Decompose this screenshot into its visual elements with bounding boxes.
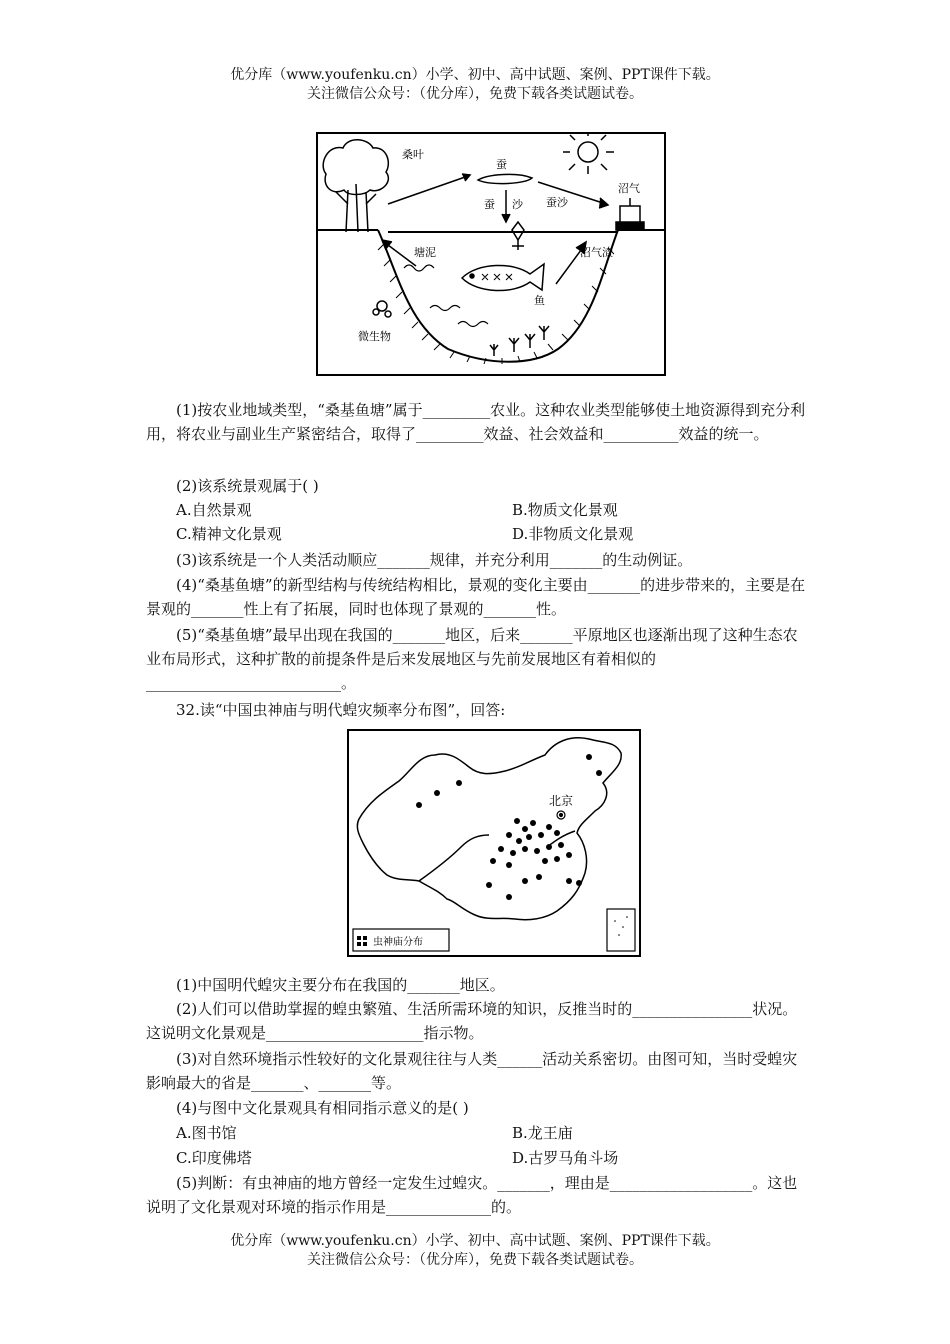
temple-markers xyxy=(416,754,602,900)
mulberry-fishpond-diagram xyxy=(316,132,666,376)
q31-part4: (4)“桑基鱼塘”的新型结构与传统结构相比，景观的变化主要由_______的进步带来的，主要是在景观的_______性上有了拓展，同时也体现了景观的_______性。 xyxy=(146,576,806,618)
q31-part3: (3)该系统是一个人类活动顺应_______规律，并充分利用_______的生动例证。 xyxy=(176,551,693,569)
q32-option-b: B.龙王庙 xyxy=(512,1124,573,1142)
q31-option-c: C.精神文化景观 xyxy=(176,525,282,543)
label-can: 蚕 xyxy=(484,198,495,211)
label-mulberry: 桑叶 xyxy=(402,148,424,161)
sun-icon xyxy=(563,134,614,174)
china-outline xyxy=(357,738,621,920)
label-fish: 鱼 xyxy=(534,294,545,307)
sediment-icon xyxy=(512,222,524,250)
label-silkworm: 蚕 xyxy=(496,158,507,171)
label-pond-mud: 塘泥 xyxy=(414,246,436,259)
mulberry-tree-icon xyxy=(323,140,388,232)
q32-option-c: C.印度佛塔 xyxy=(176,1149,252,1167)
q31-option-b: B.物质文化景观 xyxy=(512,501,618,519)
diagram-svg xyxy=(318,134,664,374)
fish-icon xyxy=(462,264,544,291)
map-legend-label: 虫神庙分布 xyxy=(373,937,423,948)
q31-part5: (5)“桑基鱼塘”最早出现在我国的_______地区，后来_______平原地区也逐渐出现了这种生态农业布局形式，这种扩散的前提条件是后来发展地区与先前发展地区有着相似的__________________________。 xyxy=(146,626,798,692)
microbe-icon xyxy=(373,301,391,317)
silkworm-icon xyxy=(478,174,532,183)
q32-option-d: D.古罗马角斗场 xyxy=(512,1149,619,1167)
map-svg xyxy=(349,731,639,955)
footer-line-2: 关注微信公众号：（优分库），免费下载各类试题试卷。 xyxy=(307,1252,643,1268)
header-line-2: 关注微信公众号：（优分库），免费下载各类试题试卷。 xyxy=(307,86,643,102)
beijing-marker xyxy=(557,811,565,819)
label-microbe: 微生物 xyxy=(358,330,391,343)
q32-option-a: A.图书馆 xyxy=(176,1124,237,1142)
q32-part3: (3)对自然环境指示性较好的文化景观往往与人类______活动关系密切。由图可知，当时受蝗灾影响最大的省是_______、_______等。 xyxy=(146,1050,798,1092)
q32-title: 32.读“中国虫神庙与明代蝗灾频率分布图”，回答: xyxy=(176,701,506,719)
q31-option-d: D.非物质文化景观 xyxy=(512,525,634,543)
map-label-beijing: 北京 xyxy=(549,794,574,808)
label-sha: 沙 xyxy=(512,198,523,211)
q31-part1: (1)按农业地域类型，“桑基鱼塘”属于_________农业。这种农业类型能够使土地资源得到充分利用，将农业与副业生产紧密结合，取得了_________效益、社会效益和__________效益的统一。 xyxy=(146,401,806,443)
q32-part1: (1)中国明代蝗灾主要分布在我国的_______地区。 xyxy=(176,976,505,994)
header-line-1: 优分库（www.youfenku.cn）小学、初中、高中试题、案例、PPT课件下载。 xyxy=(230,67,720,83)
south-sea-inset xyxy=(607,909,635,951)
label-biogas-residue: 沼气渣 xyxy=(580,246,613,259)
label-silk-sand: 蚕沙 xyxy=(546,196,568,209)
q32-part2: (2)人们可以借助掌握的蝗虫繁殖、生活所需环境的知识，反推当时的________________状况。这说明文化景观是_____________________指示物。 xyxy=(146,1000,798,1042)
biogas-tank-icon xyxy=(616,198,644,230)
china-locust-map xyxy=(347,729,641,957)
q31-option-a: A.自然景观 xyxy=(176,501,252,519)
q31-part2: (2)该系统景观属于( ) xyxy=(176,477,319,495)
q32-part5: (5)判断：有虫神庙的地方曾经一定发生过蝗灾。_______，理由是___________________。这也说明了文化景观对环境的指示作用是______________的。 xyxy=(146,1174,798,1216)
label-biogas: 沼气 xyxy=(618,182,640,195)
pond-plants-icon xyxy=(490,326,549,356)
footer-line-1: 优分库（www.youfenku.cn）小学、初中、高中试题、案例、PPT课件下载。 xyxy=(230,1233,720,1249)
q32-part4: (4)与图中文化景观具有相同指示意义的是( ) xyxy=(176,1099,469,1117)
